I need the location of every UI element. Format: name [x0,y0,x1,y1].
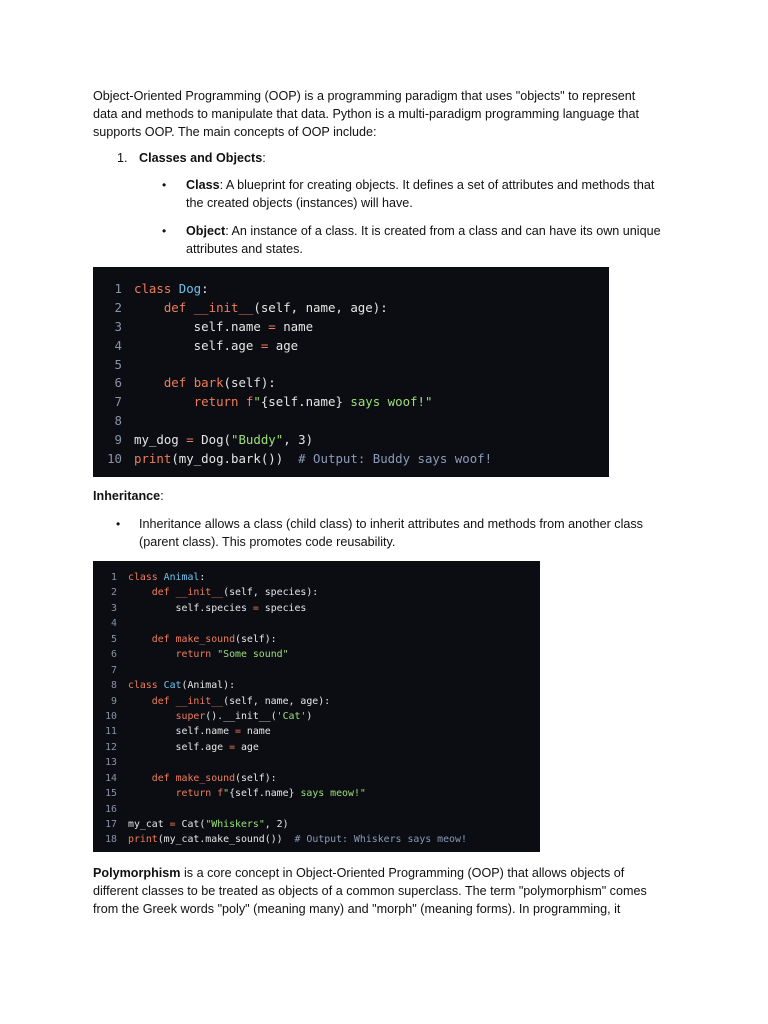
code-line [93,694,467,709]
bullet-text: the created objects (instances) will have. [186,196,413,210]
code-line [93,356,492,375]
code-line [93,431,492,450]
line-number: 3 [114,318,122,334]
line-number: 7 [111,664,117,676]
code-token: 'Cat' [276,710,307,722]
code-token: (self, name, age): [253,299,388,315]
code-token: = [268,318,276,334]
polymorphism-paragraph [93,864,683,918]
paragraph-line: is a core concept in Object-Oriented Programming (OOP) that allows objects of [180,866,625,880]
code-token: class [128,572,164,583]
code-token: (self): [235,633,277,645]
code-line [93,393,492,412]
code-token: says woof!" [342,394,433,410]
code-token: = [252,602,259,614]
bullet-text: attributes and states. [186,242,303,256]
code-token: = [235,726,241,738]
line-number: 5 [111,633,117,645]
classes-objects-heading [139,149,266,167]
code-token [128,649,176,660]
code-token: Cat [163,680,182,692]
code-line [93,280,492,299]
code-token: = [169,819,176,830]
line-number: 12 [105,741,117,753]
code-token: species [258,602,307,614]
intro-paragraph [93,87,683,141]
bullet-marker: • [116,517,121,531]
code-token: class [128,680,164,692]
intro-line: Object-Oriented Programming (OOP) is a programming paradigm that uses "objects" to represent [93,89,636,103]
code-token: says meow!" [294,788,366,800]
line-number: 3 [111,602,117,614]
code-token: " [223,788,230,800]
code-block-animal-cat [93,561,540,852]
code-token: (self, species): [223,587,319,599]
heading-term: Classes and Objects [139,151,263,165]
code-token: self.age [128,741,230,753]
code-lines [93,280,492,469]
code-token: return [175,649,218,661]
line-number: 1 [111,572,117,583]
code-token: "Buddy" [231,432,284,448]
code-line [93,570,467,585]
code-token: ().__init__( [205,710,277,722]
code-token: : [199,572,206,583]
code-line [93,786,467,801]
code-token [128,634,152,645]
code-token [128,788,176,799]
line-number: 8 [114,413,122,429]
code-line [93,740,467,755]
code-token: def [151,695,176,707]
inheritance-heading [93,487,164,505]
line-number: 2 [111,587,117,599]
code-token: make_sound [175,772,236,784]
line-number: 4 [114,337,122,353]
code-token [128,773,152,784]
bullet-term: Class [186,178,220,192]
line-number: 5 [114,356,122,372]
code-token: {self.name} [260,394,343,410]
list-number: 1. [117,151,128,165]
code-line [93,616,467,631]
code-token: name [240,726,271,738]
polymorphism-term: Polymorphism [93,866,181,880]
code-token [134,300,164,315]
bullet-marker: • [162,224,167,238]
code-token: def [151,772,176,784]
code-line [93,412,492,431]
code-token: name [275,318,314,334]
code-line [93,585,467,600]
code-token: self.name [128,726,236,738]
line-number: 16 [105,803,117,815]
line-number: 9 [111,695,117,707]
code-line [93,832,467,847]
code-token: def [163,375,194,391]
code-token: return [175,788,218,800]
code-token: Cat( [175,819,206,830]
line-number: 15 [105,788,117,800]
code-token: Animal [163,572,200,583]
code-token: my_cat [128,819,170,830]
code-token: Dog [178,281,202,296]
line-number: 10 [107,451,122,467]
code-token: (Animal): [181,680,236,692]
code-line [93,802,467,817]
code-token [128,711,176,722]
code-token: : [201,281,209,296]
code-line [93,817,467,832]
line-number: 1 [114,281,122,296]
code-token: = [260,337,269,353]
heading-term: Inheritance [93,489,161,503]
line-number: 6 [111,649,117,661]
code-token: return [193,394,246,410]
code-token: self.age [134,337,261,353]
bullet-text: : An instance of a class. It is created from a class and can have its own unique [225,224,661,238]
code-token: class [134,281,179,296]
code-token: __init__ [175,695,224,707]
code-token: super [175,710,206,722]
code-line [93,709,467,724]
bullet-marker: • [162,178,167,192]
code-token: {self.name} [229,788,295,800]
code-token: , 2) [264,819,289,830]
line-number: 6 [114,375,122,391]
code-token: (self, name, age): [223,695,331,707]
code-token: Dog( [193,432,231,448]
code-token: (self): [235,772,277,784]
code-line [93,337,492,356]
bullet-text: (parent class). This promotes code reusability. [139,535,396,549]
code-token: def [163,299,194,315]
code-line [93,632,467,647]
line-number: 4 [111,618,117,630]
code-block-dog [93,267,609,477]
code-token: "Some sound" [217,649,289,661]
code-token: f [245,394,254,410]
code-token: ) [306,710,313,722]
code-token: def [151,633,176,645]
code-line [93,678,467,693]
code-token: # Output: Buddy says woof! [298,451,493,467]
code-token [134,394,194,409]
code-token [134,375,164,390]
code-token: __init__ [193,299,254,315]
line-number: 17 [105,819,117,830]
code-token: "Whiskers" [205,819,265,830]
code-token: self.species [128,602,253,614]
code-line [93,771,467,786]
code-token: age [235,741,259,753]
line-number: 10 [105,710,117,722]
code-token: my_dog [134,432,187,448]
code-token: # Output: Whiskers says meow! [294,834,467,846]
code-token: make_sound [175,633,236,645]
line-number: 14 [105,772,117,784]
code-token: (my_cat.make_sound()) [157,834,295,846]
code-line [93,663,467,678]
paragraph-line: different classes to be treated as objects of a common superclass. The term "polymorphism" comes [93,884,647,898]
code-token: f [217,788,224,800]
code-token: = [186,432,194,448]
bullet-object-definition [186,222,686,258]
code-token: , 3) [283,432,314,448]
code-line [93,318,492,337]
code-line [93,647,467,662]
line-number: 13 [105,757,117,769]
code-lines [93,570,467,848]
code-token: " [253,394,261,410]
code-token: age [268,337,299,353]
heading-suffix: : [262,151,266,165]
bullet-text: Inheritance allows a class (child class) to inherit attributes and methods from another class [139,517,643,531]
code-line [93,724,467,739]
bullet-class-definition [186,176,686,212]
code-line [93,450,492,469]
bullet-text: : A blueprint for creating objects. It defines a set of attributes and methods that [219,178,655,192]
bullet-term: Object [186,224,226,238]
line-number: 11 [105,726,117,738]
code-line [93,299,492,318]
code-token: self.name [134,318,269,334]
code-token: bark [193,375,224,391]
code-token: = [229,741,236,753]
intro-line: supports OOP. The main concepts of OOP include: [93,125,377,139]
code-token [128,587,152,598]
code-line [93,374,492,393]
line-number: 9 [114,432,122,448]
line-number: 2 [114,299,122,315]
code-token [128,696,152,707]
line-number: 7 [114,394,122,410]
bullet-inheritance-definition [139,515,699,551]
heading-suffix: : [160,489,164,503]
code-line [93,755,467,770]
code-token: (self): [223,375,276,391]
paragraph-line: from the Greek words "poly" (meaning many) and "morph" (meaning forms). In programming, it [93,902,621,916]
code-token: __init__ [175,587,224,599]
code-token: print [128,834,158,846]
code-line [93,601,467,616]
code-token: def [151,587,176,599]
intro-line: data and methods to manipulate that data. Python is a multi-paradigm programming language that [93,107,640,121]
code-token: print [134,451,172,467]
line-number: 8 [111,680,117,692]
code-token: (my_dog.bark()) [171,451,299,467]
line-number: 18 [105,834,117,846]
